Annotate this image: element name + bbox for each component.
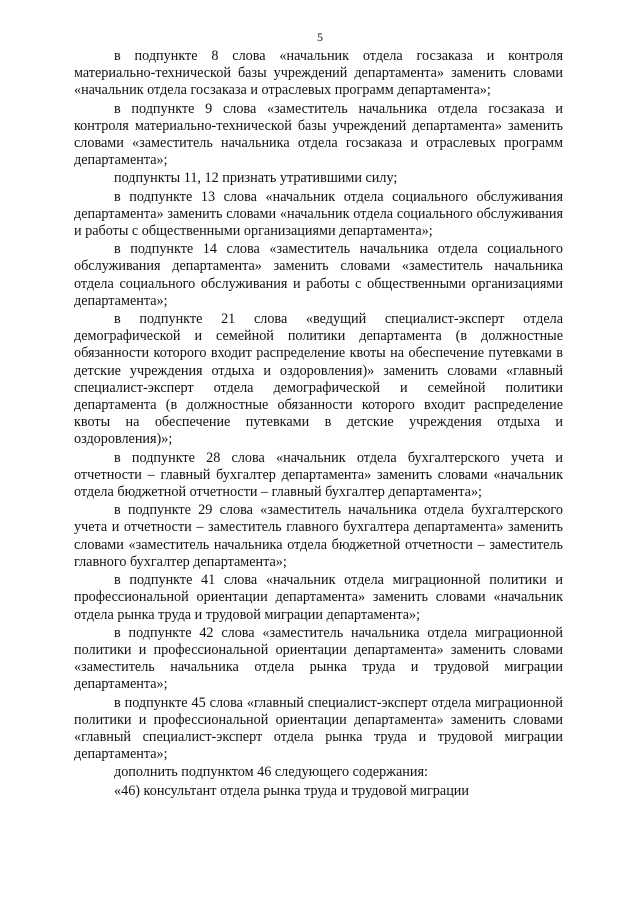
paragraph: в подпункте 45 слова «главный специалист-эксперт отдела миграционной политики и профессиональной ориентации департамента» заменить словами «главный специалист-эксперт отдела рынка труда и трудовой миграции департамента»; <box>74 694 563 763</box>
paragraph: подпункты 11, 12 признать утратившими силу; <box>114 170 398 187</box>
paragraph: в подпункте 14 слова «заместитель начальника отдела социального обслуживания департамента» заменить словами «заместитель начальника отдела социального обслуживания и работы с общественными организациями департамента»; <box>74 241 563 309</box>
paragraph: в подпункте 28 слова «начальник отдела бухгалтерского учета и отчетности – главный бухгалтер департамента» заменить словами «начальник отдела бюджетной отчетности – главный бухгалтер департамента»; <box>74 449 563 501</box>
page-number: 5 <box>317 30 323 44</box>
paragraph: в подпункте 13 слова «начальник отдела социального обслуживания департамента» заменить словами «начальник отдела социального обслуживания и работы с общественными организациями департамента»; <box>74 188 563 240</box>
paragraph: в подпункте 41 слова «начальник отдела миграционной политики и профессиональной ориентации департамента» заменить словами «начальник отдела рынка труда и трудовой миграции департамента»; <box>74 572 563 623</box>
paragraph: «46) консультант отдела рынка труда и трудовой миграции <box>114 782 469 799</box>
paragraph: дополнить подпунктом 46 следующего содержания: <box>114 764 428 781</box>
paragraph: в подпункте 9 слова «заместитель начальника отдела госзаказа и контроля материально-технической базы учреждений департамента» заменить словами «заместитель начальника отдела госзаказа и отраслевых программ департамента»; <box>74 100 563 169</box>
document-body <box>74 48 563 800</box>
paragraph: в подпункте 42 слова «заместитель начальника отдела миграционной политики и профессиональной ориентации департамента» заменить словами «заместитель начальника отдела рынка труда и трудовой миграции департамента»; <box>74 624 563 693</box>
paragraph: в подпункте 29 слова «заместитель начальника отдела бухгалтерского учета и отчетности – заместитель главного бухгалтера департамента» заменить словами «заместитель начальника отдела бюджетной отчетности – заместитель главного бухгалтер департамента»; <box>74 502 563 570</box>
paragraph: в подпункте 21 слова «ведущий специалист-эксперт отдела демографической и семейной политики департамента (в должностные обязанности которого входит распределение квоты на обеспечение путевками в детские учреждения отдыха и оздоровления)» заменить словами «главный специалист-эксперт отдела демографической и семейной политики департамента (в должностные обязанности которого входит распределение квоты на обеспечение путевками в детские учреждения отдыха и оздоровления)»; <box>74 311 563 448</box>
paragraph: в подпункте 8 слова «начальник отдела госзаказа и контроля материально-технической базы учреждений департамента» заменить словами «начальник отдела госзаказа и отраслевых программ департамента»; <box>74 48 563 99</box>
